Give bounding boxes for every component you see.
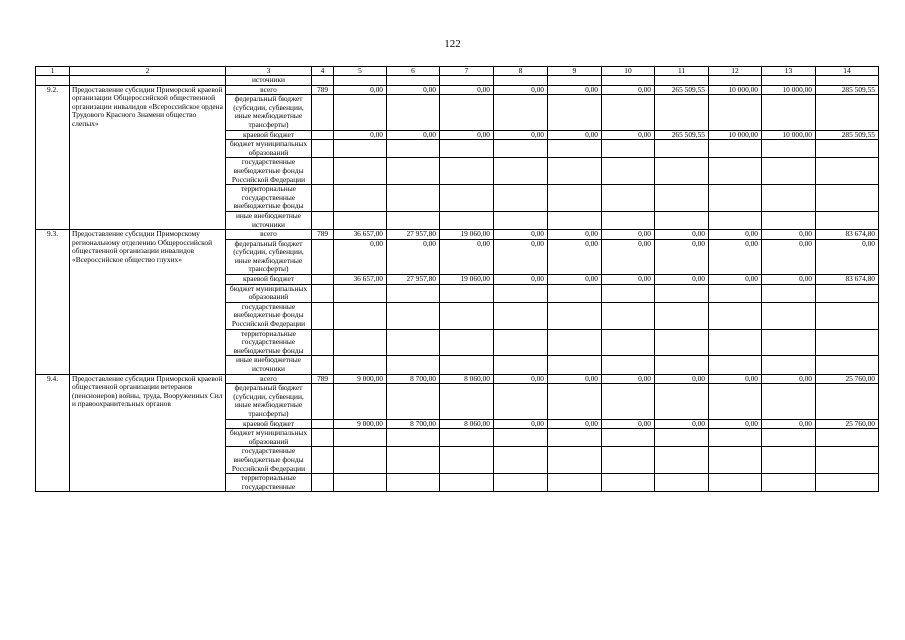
item-number: 9.2. [36,85,70,230]
cell [548,76,602,86]
cell [312,76,334,86]
source-cell: территориальные государственные [226,474,312,492]
value-cell [602,356,655,374]
source-cell: краевой бюджет [226,275,312,285]
cell [36,76,70,86]
cell [440,76,494,86]
value-cell: 0,00 [494,130,548,140]
value-cell [816,185,879,212]
column-header: 4 [312,67,334,76]
value-cell [494,474,548,492]
value-cell [548,302,602,329]
value-cell [709,356,762,374]
value-cell: 0,00 [655,275,709,285]
value-cell [816,356,879,374]
code-cell [312,419,334,429]
code-cell [312,284,334,302]
value-cell [602,384,655,419]
value-cell: 0,00 [655,419,709,429]
budget-table [35,66,879,492]
value-cell: 0,00 [494,374,548,384]
value-cell [816,329,879,356]
value-cell [762,95,816,130]
code-cell: 789 [312,85,334,95]
column-header: 5 [334,67,387,76]
value-cell [709,95,762,130]
value-cell [494,329,548,356]
value-cell [655,302,709,329]
value-cell: 0,00 [602,130,655,140]
value-cell: 19 060,00 [440,230,494,240]
source-cell: краевой бюджет [226,419,312,429]
value-cell [334,447,387,474]
value-cell: 19 060,00 [440,275,494,285]
value-cell [602,140,655,158]
value-cell [334,384,387,419]
value-cell [602,185,655,212]
code-cell [312,95,334,130]
value-cell [334,474,387,492]
value-cell [762,429,816,447]
value-cell [602,474,655,492]
value-cell [334,429,387,447]
value-cell [655,158,709,185]
value-cell [334,356,387,374]
column-header: 8 [494,67,548,76]
value-cell [334,95,387,130]
value-cell [602,429,655,447]
value-cell [709,447,762,474]
value-cell [762,140,816,158]
value-cell: 285 509,55 [816,130,879,140]
value-cell [762,302,816,329]
value-cell: 0,00 [602,419,655,429]
column-header: 10 [602,67,655,76]
value-cell [334,329,387,356]
value-cell: 285 509,55 [816,85,879,95]
value-cell: 0,00 [762,419,816,429]
value-cell: 0,00 [655,239,709,274]
value-cell [548,95,602,130]
value-cell [387,429,440,447]
code-cell [312,140,334,158]
value-cell [548,284,602,302]
value-cell [440,356,494,374]
code-cell: 789 [312,374,334,384]
value-cell: 0,00 [655,230,709,240]
value-cell [494,140,548,158]
value-cell [762,329,816,356]
value-cell [655,329,709,356]
item-name: Предоставление субсидии Приморскому региональному отделению Общероссийской общественной организации инвалидов «Всероссийское общество глухих» [70,230,226,375]
cell [816,76,879,86]
value-cell [602,302,655,329]
value-cell: 8 060,00 [440,419,494,429]
item-name: Предоставление субсидии Приморской краевой организации Общероссийской общественной организации инвалидов «Всероссийское ордена Трудового Красного Знамени общество слепых» [70,85,226,230]
item-number: 9.4. [36,374,70,492]
value-cell [655,140,709,158]
source-cell: иные внебюджетные источники [226,211,312,229]
source-cell: бюджет муниципальных образований [226,284,312,302]
value-cell: 0,00 [494,419,548,429]
value-cell: 0,00 [440,239,494,274]
code-cell [312,211,334,229]
value-cell [709,140,762,158]
value-cell [334,302,387,329]
value-cell: 0,00 [548,275,602,285]
page-number: 122 [444,38,461,50]
value-cell [387,302,440,329]
value-cell: 0,00 [655,374,709,384]
value-cell: 9 000,00 [334,374,387,384]
cell [494,76,548,86]
value-cell [494,211,548,229]
source-cell: государственные внебюджетные фонды Российской Федерации [226,158,312,185]
value-cell: 10 000,00 [762,85,816,95]
source-cell: государственные внебюджетные фонды Российской Федерации [226,447,312,474]
column-header: 9 [548,67,602,76]
value-cell: 0,00 [602,85,655,95]
column-header: 6 [387,67,440,76]
value-cell [709,329,762,356]
value-cell: 83 674,80 [816,230,879,240]
value-cell: 10 000,00 [709,85,762,95]
value-cell: 0,00 [709,230,762,240]
value-cell [387,474,440,492]
value-cell [548,140,602,158]
value-cell [655,211,709,229]
value-cell [762,474,816,492]
column-header: 12 [709,67,762,76]
value-cell [548,185,602,212]
value-cell [494,284,548,302]
value-cell: 0,00 [334,85,387,95]
value-cell: 0,00 [762,230,816,240]
source-cell: всего [226,374,312,384]
value-cell: 0,00 [440,85,494,95]
value-cell: 25 760,00 [816,419,879,429]
source-cell: всего [226,85,312,95]
value-cell: 0,00 [494,85,548,95]
value-cell [655,474,709,492]
value-cell [602,211,655,229]
value-cell: 0,00 [440,130,494,140]
value-cell [440,429,494,447]
code-cell [312,329,334,356]
cell [709,76,762,86]
value-cell: 8 060,00 [440,374,494,384]
value-cell [440,302,494,329]
value-cell: 0,00 [709,419,762,429]
value-cell: 25 760,00 [816,374,879,384]
value-cell [816,474,879,492]
value-cell: 27 957,80 [387,275,440,285]
code-cell [312,130,334,140]
value-cell [440,140,494,158]
value-cell: 0,00 [602,374,655,384]
value-cell [655,185,709,212]
value-cell [816,302,879,329]
code-cell: 789 [312,230,334,240]
column-header: 11 [655,67,709,76]
table-row [36,76,879,86]
value-cell [440,158,494,185]
value-cell: 0,00 [494,239,548,274]
value-cell [440,474,494,492]
value-cell: 83 674,80 [816,275,879,285]
value-cell: 265 509,55 [655,85,709,95]
value-cell [816,429,879,447]
value-cell [387,329,440,356]
value-cell [709,429,762,447]
value-cell [494,185,548,212]
value-cell: 36 657,00 [334,230,387,240]
cell [762,76,816,86]
column-header: 2 [70,67,226,76]
value-cell [816,211,879,229]
value-cell [387,211,440,229]
column-header: 3 [226,67,312,76]
value-cell [334,284,387,302]
value-cell [494,356,548,374]
value-cell: 0,00 [762,275,816,285]
code-cell [312,158,334,185]
value-cell [334,158,387,185]
value-cell [655,447,709,474]
value-cell: 0,00 [762,239,816,274]
code-cell [312,302,334,329]
value-cell [334,185,387,212]
cell [70,76,226,86]
value-cell [655,384,709,419]
value-cell: 9 000,00 [334,419,387,429]
table-row [36,85,879,95]
code-cell [312,185,334,212]
table-row [36,230,879,240]
value-cell: 8 700,00 [387,374,440,384]
column-header: 14 [816,67,879,76]
source-cell: иные внебюджетные источники [226,356,312,374]
source-cell: федеральный бюджет (субсидии, субвенции, иные межбюджетные трансферты) [226,239,312,274]
value-cell: 0,00 [334,239,387,274]
value-cell [762,185,816,212]
value-cell [494,447,548,474]
cell [602,76,655,86]
value-cell: 0,00 [387,130,440,140]
value-cell [440,329,494,356]
value-cell: 10 000,00 [709,130,762,140]
value-cell [440,447,494,474]
value-cell [762,284,816,302]
value-cell [602,284,655,302]
column-header: 7 [440,67,494,76]
value-cell [387,140,440,158]
code-cell [312,239,334,274]
value-cell [655,356,709,374]
value-cell [816,447,879,474]
value-cell [387,95,440,130]
source-cell: бюджет муниципальных образований [226,429,312,447]
value-cell [494,384,548,419]
table-row [36,374,879,384]
value-cell: 0,00 [494,230,548,240]
value-cell [494,158,548,185]
value-cell: 0,00 [387,85,440,95]
value-cell: 0,00 [602,275,655,285]
value-cell: 8 700,00 [387,419,440,429]
value-cell [762,211,816,229]
code-cell [312,429,334,447]
value-cell [387,356,440,374]
value-cell [387,185,440,212]
value-cell [387,158,440,185]
value-cell [334,211,387,229]
column-header: 1 [36,67,70,76]
value-cell [387,384,440,419]
value-cell [655,95,709,130]
source-cell: всего [226,230,312,240]
value-cell [548,474,602,492]
item-number: 9.3. [36,230,70,375]
value-cell [387,447,440,474]
cell [655,76,709,86]
value-cell [602,158,655,185]
value-cell: 27 957,80 [387,230,440,240]
source-cell: территориальные государственные внебюджетные фонды [226,329,312,356]
source-cell: краевой бюджет [226,130,312,140]
value-cell [762,447,816,474]
source-cell: государственные внебюджетные фонды Российской Федерации [226,302,312,329]
value-cell: 265 509,55 [655,130,709,140]
value-cell: 0,00 [602,230,655,240]
value-cell [440,284,494,302]
value-cell [816,140,879,158]
value-cell: 0,00 [548,419,602,429]
value-cell: 0,00 [816,239,879,274]
value-cell [816,158,879,185]
value-cell: 0,00 [709,374,762,384]
value-cell [548,158,602,185]
value-cell [816,284,879,302]
value-cell [709,284,762,302]
value-cell: 36 657,00 [334,275,387,285]
value-cell [494,302,548,329]
value-cell: 0,00 [494,275,548,285]
code-cell [312,447,334,474]
cell [334,76,387,86]
value-cell [548,384,602,419]
value-cell [440,185,494,212]
source-cell: территориальные государственные внебюджетные фонды [226,185,312,212]
value-cell: 0,00 [334,130,387,140]
value-cell: 0,00 [387,239,440,274]
cell [387,76,440,86]
value-cell [762,384,816,419]
value-cell [655,429,709,447]
value-cell [709,384,762,419]
value-cell: 10 000,00 [762,130,816,140]
source-cell: источники [226,76,312,86]
column-header: 13 [762,67,816,76]
column-header-row [36,67,879,76]
value-cell [548,356,602,374]
value-cell [762,356,816,374]
value-cell: 0,00 [548,374,602,384]
value-cell: 0,00 [762,374,816,384]
code-cell [312,356,334,374]
value-cell [548,447,602,474]
value-cell: 0,00 [602,239,655,274]
code-cell [312,275,334,285]
value-cell: 0,00 [709,275,762,285]
value-cell [548,429,602,447]
source-cell: федеральный бюджет (субсидии, субвенции, иные межбюджетные трансферты) [226,95,312,130]
value-cell [602,329,655,356]
value-cell [709,185,762,212]
value-cell [709,158,762,185]
value-cell [548,211,602,229]
code-cell [312,474,334,492]
value-cell [387,284,440,302]
value-cell [762,158,816,185]
value-cell [709,474,762,492]
value-cell [602,447,655,474]
source-cell: бюджет муниципальных образований [226,140,312,158]
value-cell [709,211,762,229]
value-cell: 0,00 [548,85,602,95]
source-cell: федеральный бюджет (субсидии, субвенции, иные межбюджетные трансферты) [226,384,312,419]
value-cell [816,95,879,130]
value-cell: 0,00 [548,130,602,140]
value-cell [334,140,387,158]
value-cell [494,95,548,130]
value-cell [494,429,548,447]
value-cell [602,95,655,130]
value-cell [816,384,879,419]
code-cell [312,384,334,419]
value-cell: 0,00 [548,230,602,240]
item-name: Предоставление субсидии Приморской краевой общественной организации ветеранов (пенсионеров) войны, труда, Вооруженных Сил и правоохранительных органов [70,374,226,492]
value-cell [655,284,709,302]
value-cell [440,384,494,419]
value-cell [548,329,602,356]
value-cell [709,302,762,329]
value-cell [440,95,494,130]
value-cell [440,211,494,229]
value-cell: 0,00 [548,239,602,274]
value-cell: 0,00 [709,239,762,274]
